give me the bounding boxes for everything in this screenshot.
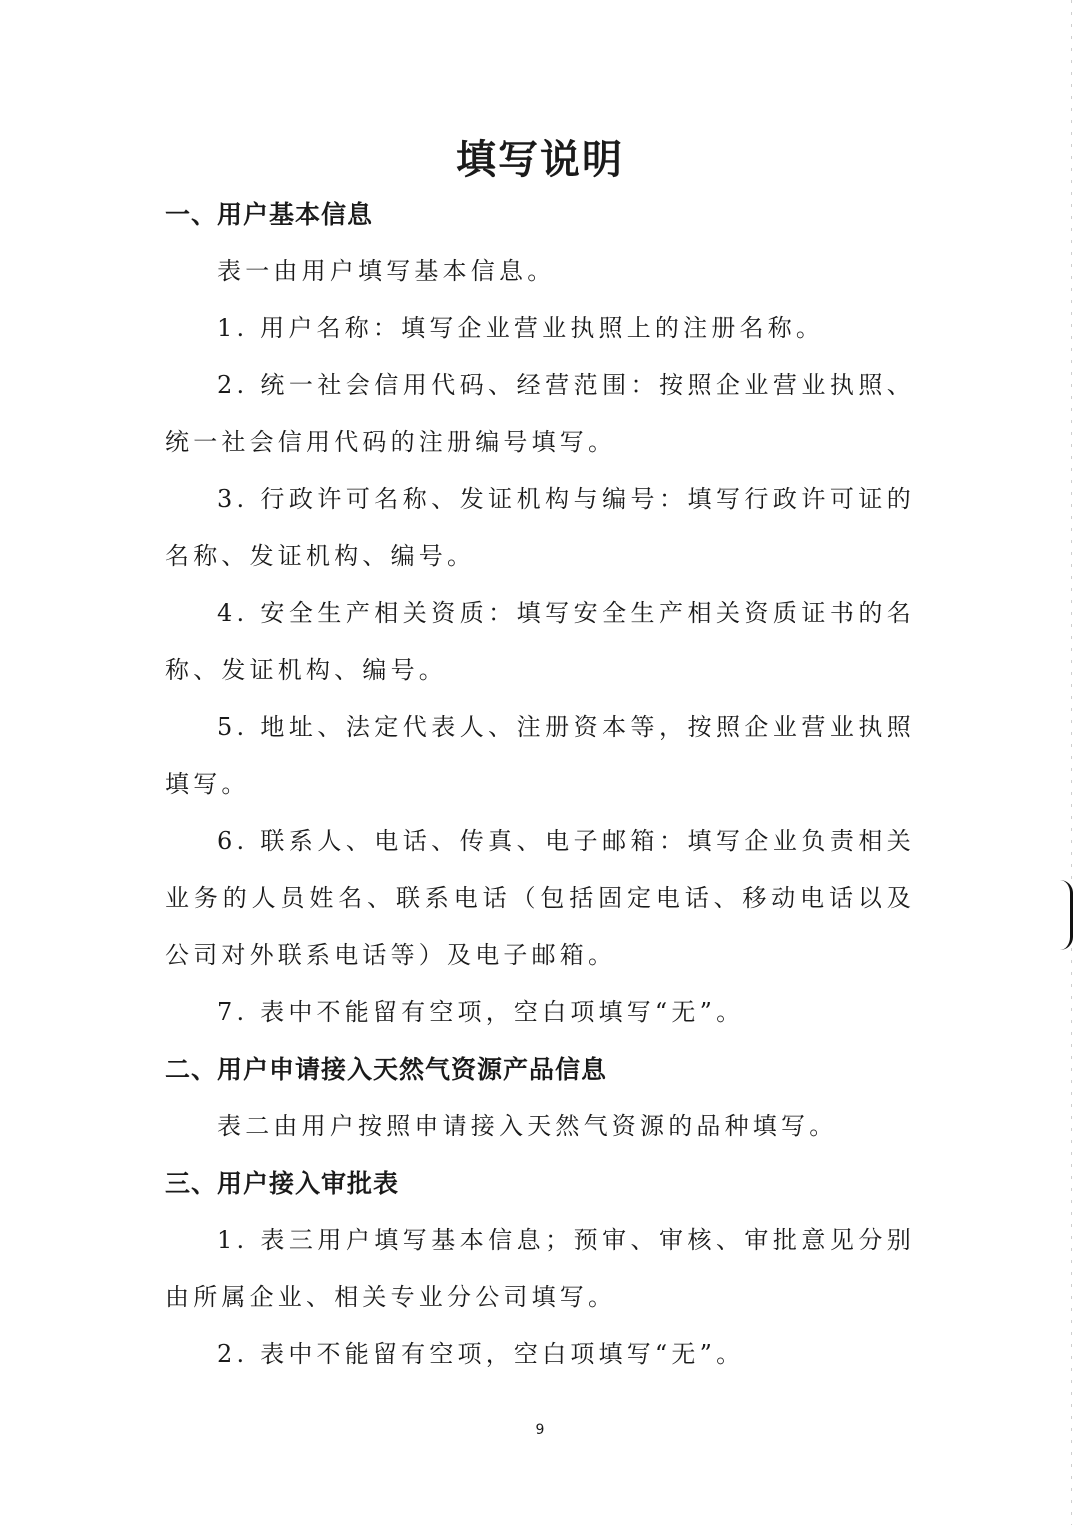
paragraph: 2. 统一社会信用代码、经营范围：按照企业营业执照、统一社会信用代码的注册编号填写。 — [165, 371, 915, 456]
section-approval-form — [165, 1155, 915, 1383]
scan-mark-artifact — [1060, 880, 1073, 950]
page-title: 填写说明 — [456, 137, 624, 183]
paragraph: 2. 表中不能留有空项，空白项填写“无”。 — [217, 1340, 745, 1368]
document-body — [165, 186, 915, 1383]
section-gas-product-info — [165, 1041, 915, 1155]
section-heading: 二、用户申请接入天然气资源产品信息 — [165, 1055, 608, 1084]
scan-edge-artifact — [1071, 0, 1072, 1525]
section-heading: 三、用户接入审批表 — [165, 1169, 400, 1198]
paragraph: 1. 表三用户填写基本信息；预审、审核、审批意见分别由所属企业、相关专业分公司填写。 — [165, 1226, 915, 1311]
paragraph: 1. 用户名称：填写企业营业执照上的注册名称。 — [217, 314, 825, 342]
section-heading: 一、用户基本信息 — [165, 200, 374, 229]
page-number: 9 — [535, 1422, 545, 1438]
paragraph: 6. 联系人、电话、传真、电子邮箱：填写企业负责相关业务的人员姓名、联系电话（包括固定电话、移动电话以及公司对外联系电话等）及电子邮箱。 — [165, 827, 915, 969]
paragraph: 表二由用户按照申请接入天然气资源的品种填写。 — [217, 1112, 838, 1140]
paragraph: 表一由用户填写基本信息。 — [217, 257, 556, 285]
paragraph: 5. 地址、法定代表人、注册资本等，按照企业营业执照填写。 — [165, 713, 915, 798]
paragraph: 3. 行政许可名称、发证机构与编号：填写行政许可证的名称、发证机构、编号。 — [165, 485, 915, 570]
paragraph: 7. 表中不能留有空项，空白项填写“无”。 — [217, 998, 745, 1026]
paragraph: 4. 安全生产相关资质：填写安全生产相关资质证书的名称、发证机构、编号。 — [165, 599, 915, 684]
section-basic-info — [165, 186, 915, 1041]
